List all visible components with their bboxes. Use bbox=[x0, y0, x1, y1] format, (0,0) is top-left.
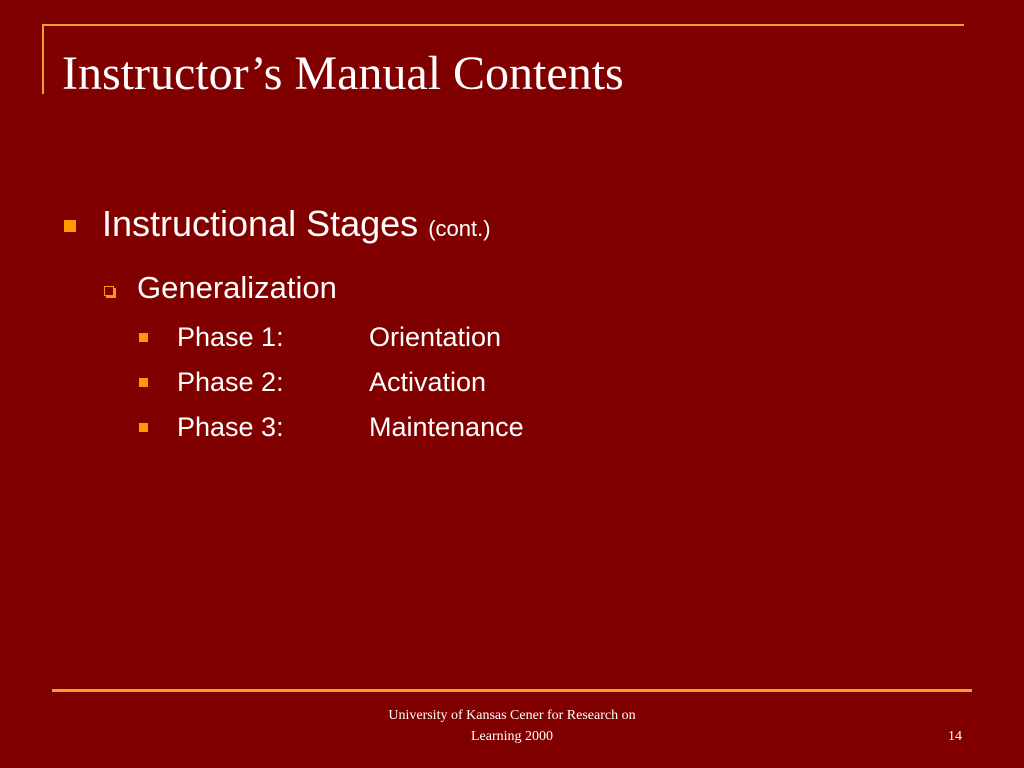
square-bullet-icon bbox=[64, 220, 76, 232]
phase-item bbox=[177, 317, 501, 357]
footer-text bbox=[312, 705, 712, 747]
phase-label: Phase 1: bbox=[177, 322, 284, 352]
phase-label: Phase 2: bbox=[177, 367, 284, 397]
square-bullet-icon bbox=[139, 423, 148, 432]
square-bullet-icon bbox=[139, 333, 148, 342]
phase-item bbox=[177, 362, 486, 402]
slide-number: 14 bbox=[948, 729, 962, 744]
hollow-square-bullet-icon bbox=[104, 286, 114, 296]
phase-name: Activation bbox=[369, 367, 487, 397]
bullet-text: Instructional Stages bbox=[102, 203, 419, 244]
slide-title: Instructor’s Manual Contents bbox=[62, 47, 624, 100]
footer-line-1: University of Kansas Cener for Research on bbox=[388, 708, 636, 723]
sub-bullet-text: Generalization bbox=[137, 270, 337, 305]
footer-line-2: Learning 2000 bbox=[470, 729, 554, 744]
phase-name: Maintenance bbox=[369, 412, 524, 442]
bullet-item bbox=[102, 199, 491, 254]
phase-item bbox=[177, 407, 524, 447]
sub-bullet-item bbox=[137, 266, 337, 310]
phase-label: Phase 3: bbox=[177, 412, 284, 442]
title-frame-top-line bbox=[42, 24, 964, 26]
footer-divider bbox=[52, 689, 972, 692]
title-frame-left-line bbox=[42, 24, 44, 94]
phase-name: Orientation bbox=[369, 322, 502, 352]
square-bullet-icon bbox=[139, 378, 148, 387]
bullet-suffix: (cont.) bbox=[428, 216, 491, 241]
